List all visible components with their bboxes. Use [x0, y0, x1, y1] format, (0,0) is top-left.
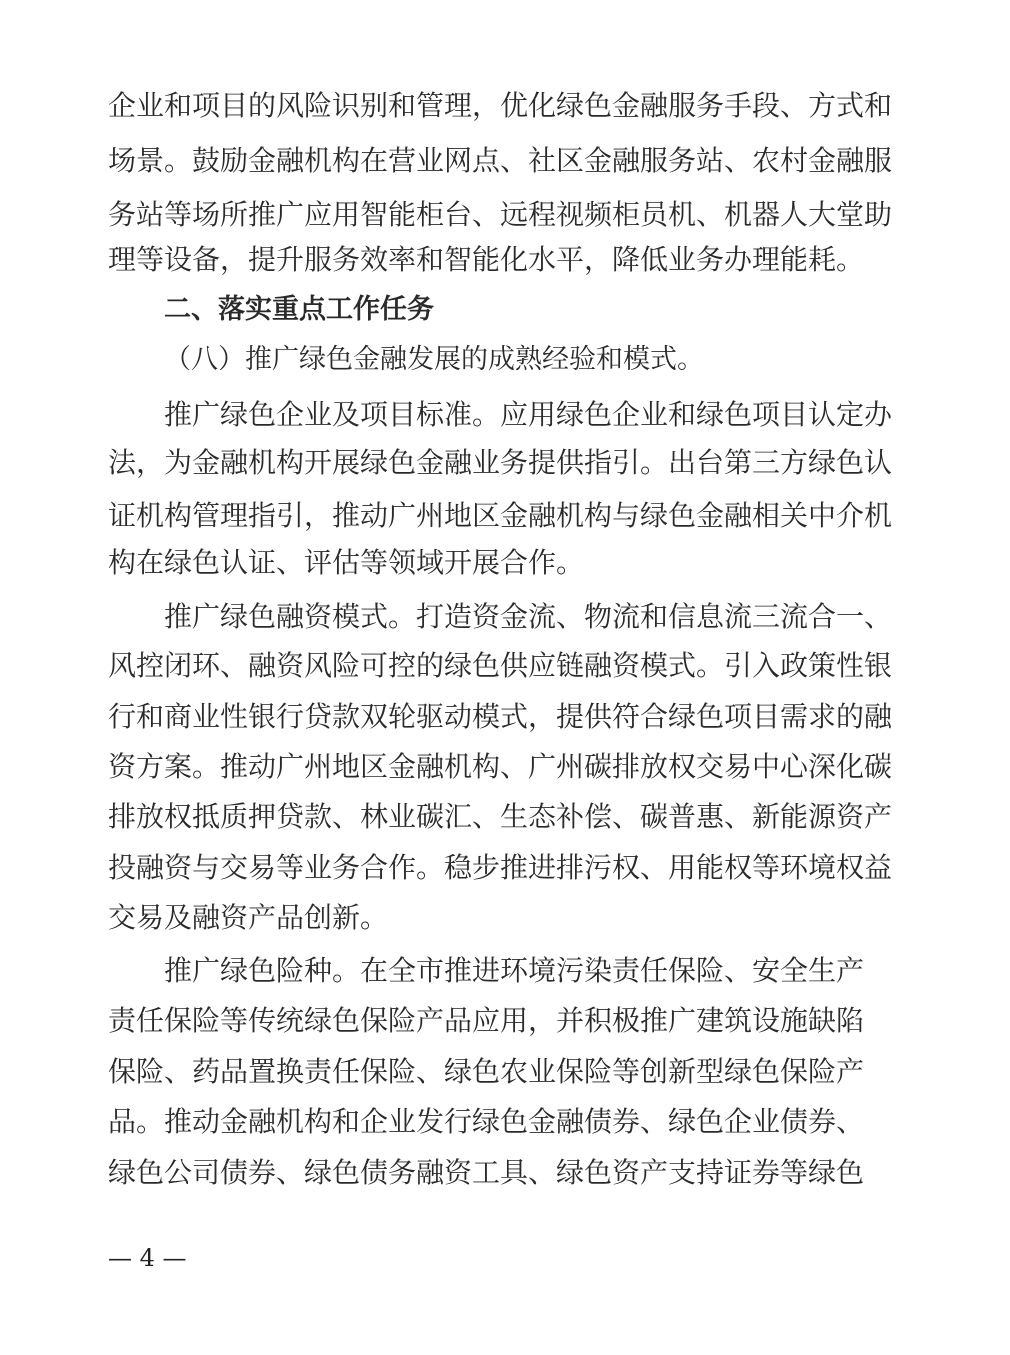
paragraph-first-line: 推广绿色企业及项目标准。应用绿色企业和绿色项目认定办: [164, 398, 893, 431]
body-text-line: 保险、药品置换责任保险、绿色农业保险等创新型绿色保险产: [108, 1055, 865, 1088]
page-number: — 4 —: [108, 1244, 187, 1272]
body-text-line: 品。推动金融机构和企业发行绿色金融债券、绿色企业债券、: [108, 1105, 865, 1138]
body-text-line: 企业和项目的风险识别和管理，优化绿色金融服务手段、方式和: [108, 89, 893, 122]
body-text-line: 资方案。推动广州地区金融机构、广州碳排放权交易中心深化碳: [108, 750, 893, 783]
body-text-line: 法，为金融机构开展绿色金融业务提供指引。出台第三方绿色认: [108, 446, 893, 479]
body-text-line: 交易及融资产品创新。: [108, 901, 389, 934]
paragraph-first-line: 推广绿色融资模式。打造资金流、物流和信息流三流合一、: [164, 600, 893, 633]
body-text-line: 场景。鼓励金融机构在营业网点、社区金融服务站、农村金融服: [108, 144, 893, 177]
section-heading: 二、落实重点工作任务: [164, 294, 434, 325]
paragraph-first-line: 推广绿色险种。在全市推进环境污染责任保险、安全生产: [164, 954, 865, 987]
body-text-line: 务站等场所推广应用智能柜台、远程视频柜员机、机器人大堂助: [108, 198, 893, 231]
body-text-line: 行和商业性银行贷款双轮驱动模式，提供符合绿色项目需求的融: [108, 700, 893, 733]
subsection-heading: （八）推广绿色金融发展的成熟经验和模式。: [164, 344, 704, 375]
body-text-line: 投融资与交易等业务合作。稳步推进排污权、用能权等环境权益: [108, 851, 893, 884]
body-text-line: 责任保险等传统绿色保险产品应用，并积极推广建筑设施缺陷: [108, 1004, 865, 1037]
body-text-line: 绿色公司债券、绿色债务融资工具、绿色资产支持证券等绿色: [108, 1156, 865, 1189]
body-text-line: 风控闭环、融资风险可控的绿色供应链融资模式。引入政策性银: [108, 649, 893, 682]
body-text-line: 排放权抵质押贷款、林业碳汇、生态补偿、碳普惠、新能源资产: [108, 800, 893, 833]
body-text-line: 构在绿色认证、评估等领域开展合作。: [108, 546, 585, 579]
body-text-line: 理等设备，提升服务效率和智能化水平，降低业务办理能耗。: [108, 243, 865, 276]
body-text-line: 证机构管理指引，推动广州地区金融机构与绿色金融相关中介机: [108, 499, 893, 532]
